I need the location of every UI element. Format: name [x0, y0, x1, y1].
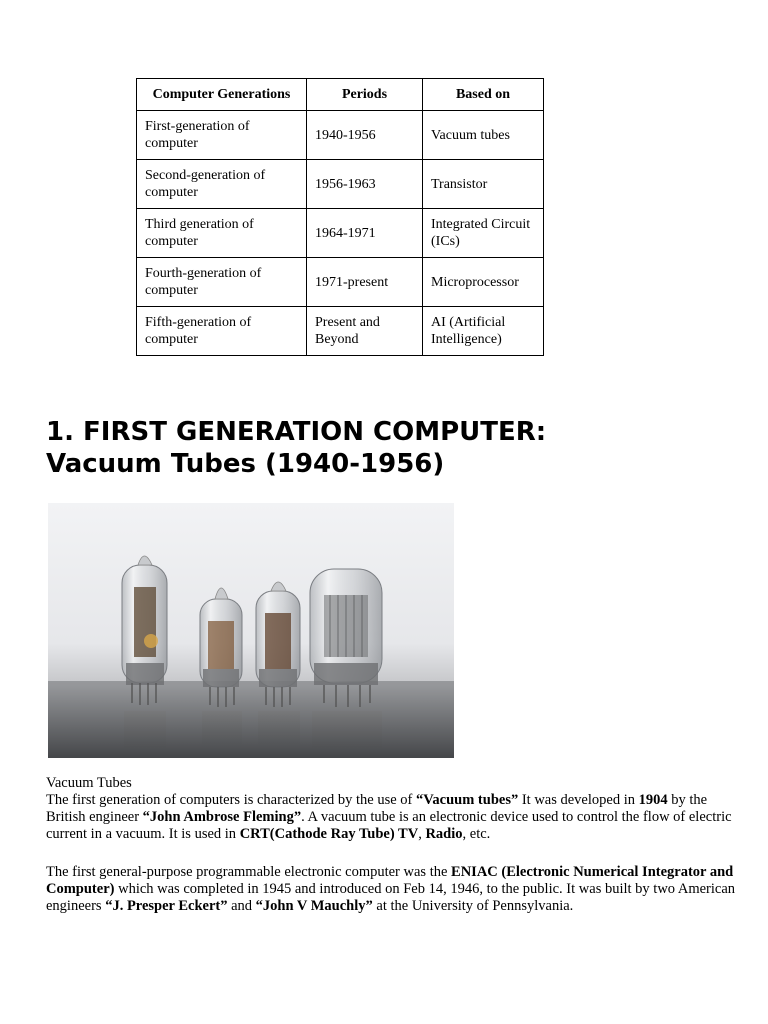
paragraph-eniac — [46, 864, 736, 914]
text-run: It was developed in — [518, 792, 639, 808]
text-run: . A vacuum tube is an electronic device used to control the flow of electric current in a vacuum. It is used in — [46, 808, 732, 842]
heading-line-1: 1. FIRST GENERATION COMPUTER: — [46, 417, 547, 447]
period-cell: 1964-1971 — [307, 209, 423, 258]
table-row — [137, 307, 544, 356]
period-cell: 1971-present — [307, 258, 423, 307]
vacuum-tube-1 — [122, 556, 167, 751]
table-row — [137, 111, 544, 160]
table-row — [137, 209, 544, 258]
generation-cell: Fourth-generation of computer — [137, 258, 307, 307]
bold-term: “Vacuum tubes” — [416, 792, 519, 808]
period-cell: 1956-1963 — [307, 160, 423, 209]
table-header-row — [137, 79, 544, 111]
table-row — [137, 160, 544, 209]
table-row — [137, 258, 544, 307]
vacuum-tube-3 — [256, 582, 300, 747]
based-on-cell: Microprocessor — [423, 258, 544, 307]
column-header: Periods — [307, 79, 423, 111]
generation-cell: Second-generation of computer — [137, 160, 307, 209]
vacuum-tube-2 — [200, 588, 242, 747]
bold-term: 1904 — [638, 792, 668, 808]
text-run: and — [227, 897, 256, 914]
text-run: by the British engineer — [46, 792, 708, 825]
vacuum-tubes-photo — [48, 503, 454, 758]
based-on-cell: Transistor — [423, 160, 544, 209]
section-heading — [46, 416, 746, 480]
bold-term: “J. Presper Eckert” — [105, 897, 228, 914]
vacuum-tube-4 — [310, 569, 382, 751]
bold-term: CRT(Cathode Ray Tube) TV — [239, 825, 419, 842]
heading-line-2: Vacuum Tubes (1940-1956) — [46, 449, 445, 479]
bold-term: “John V Mauchly” — [255, 897, 373, 914]
text-run: at the University of Pennsylvania. — [372, 897, 574, 914]
bold-term: Radio — [425, 825, 463, 842]
text-run: , — [418, 825, 426, 842]
based-on-cell: Integrated Circuit (ICs) — [423, 209, 544, 258]
based-on-cell: Vacuum tubes — [423, 111, 544, 160]
text-run: The first general-purpose programmable electronic computer was the — [46, 864, 452, 880]
paragraph-vacuum-tubes — [46, 792, 736, 842]
bold-term: ENIAC (Electronic Numerical Integrator and Computer) — [46, 864, 734, 897]
generation-cell: First-generation of computer — [137, 111, 307, 160]
generation-cell: Third generation of computer — [137, 209, 307, 258]
column-header: Based on — [423, 79, 544, 111]
period-cell: Present and Beyond — [307, 307, 423, 356]
image-caption: Vacuum Tubes — [46, 775, 132, 791]
text-run: The first generation of computers is characterized by the use of — [46, 792, 417, 808]
generations-table — [136, 78, 544, 356]
column-header: Computer Generations — [137, 79, 307, 111]
text-run: , etc. — [462, 825, 491, 842]
based-on-cell: AI (Artificial Intelligence) — [423, 307, 544, 356]
bold-term: “John Ambrose Fleming” — [142, 808, 302, 825]
generation-cell: Fifth-generation of computer — [137, 307, 307, 356]
text-run: which was completed in 1945 and introduced on Feb 14, 1946, to the public. It was built by two American engineers — [46, 880, 736, 914]
period-cell: 1940-1956 — [307, 111, 423, 160]
